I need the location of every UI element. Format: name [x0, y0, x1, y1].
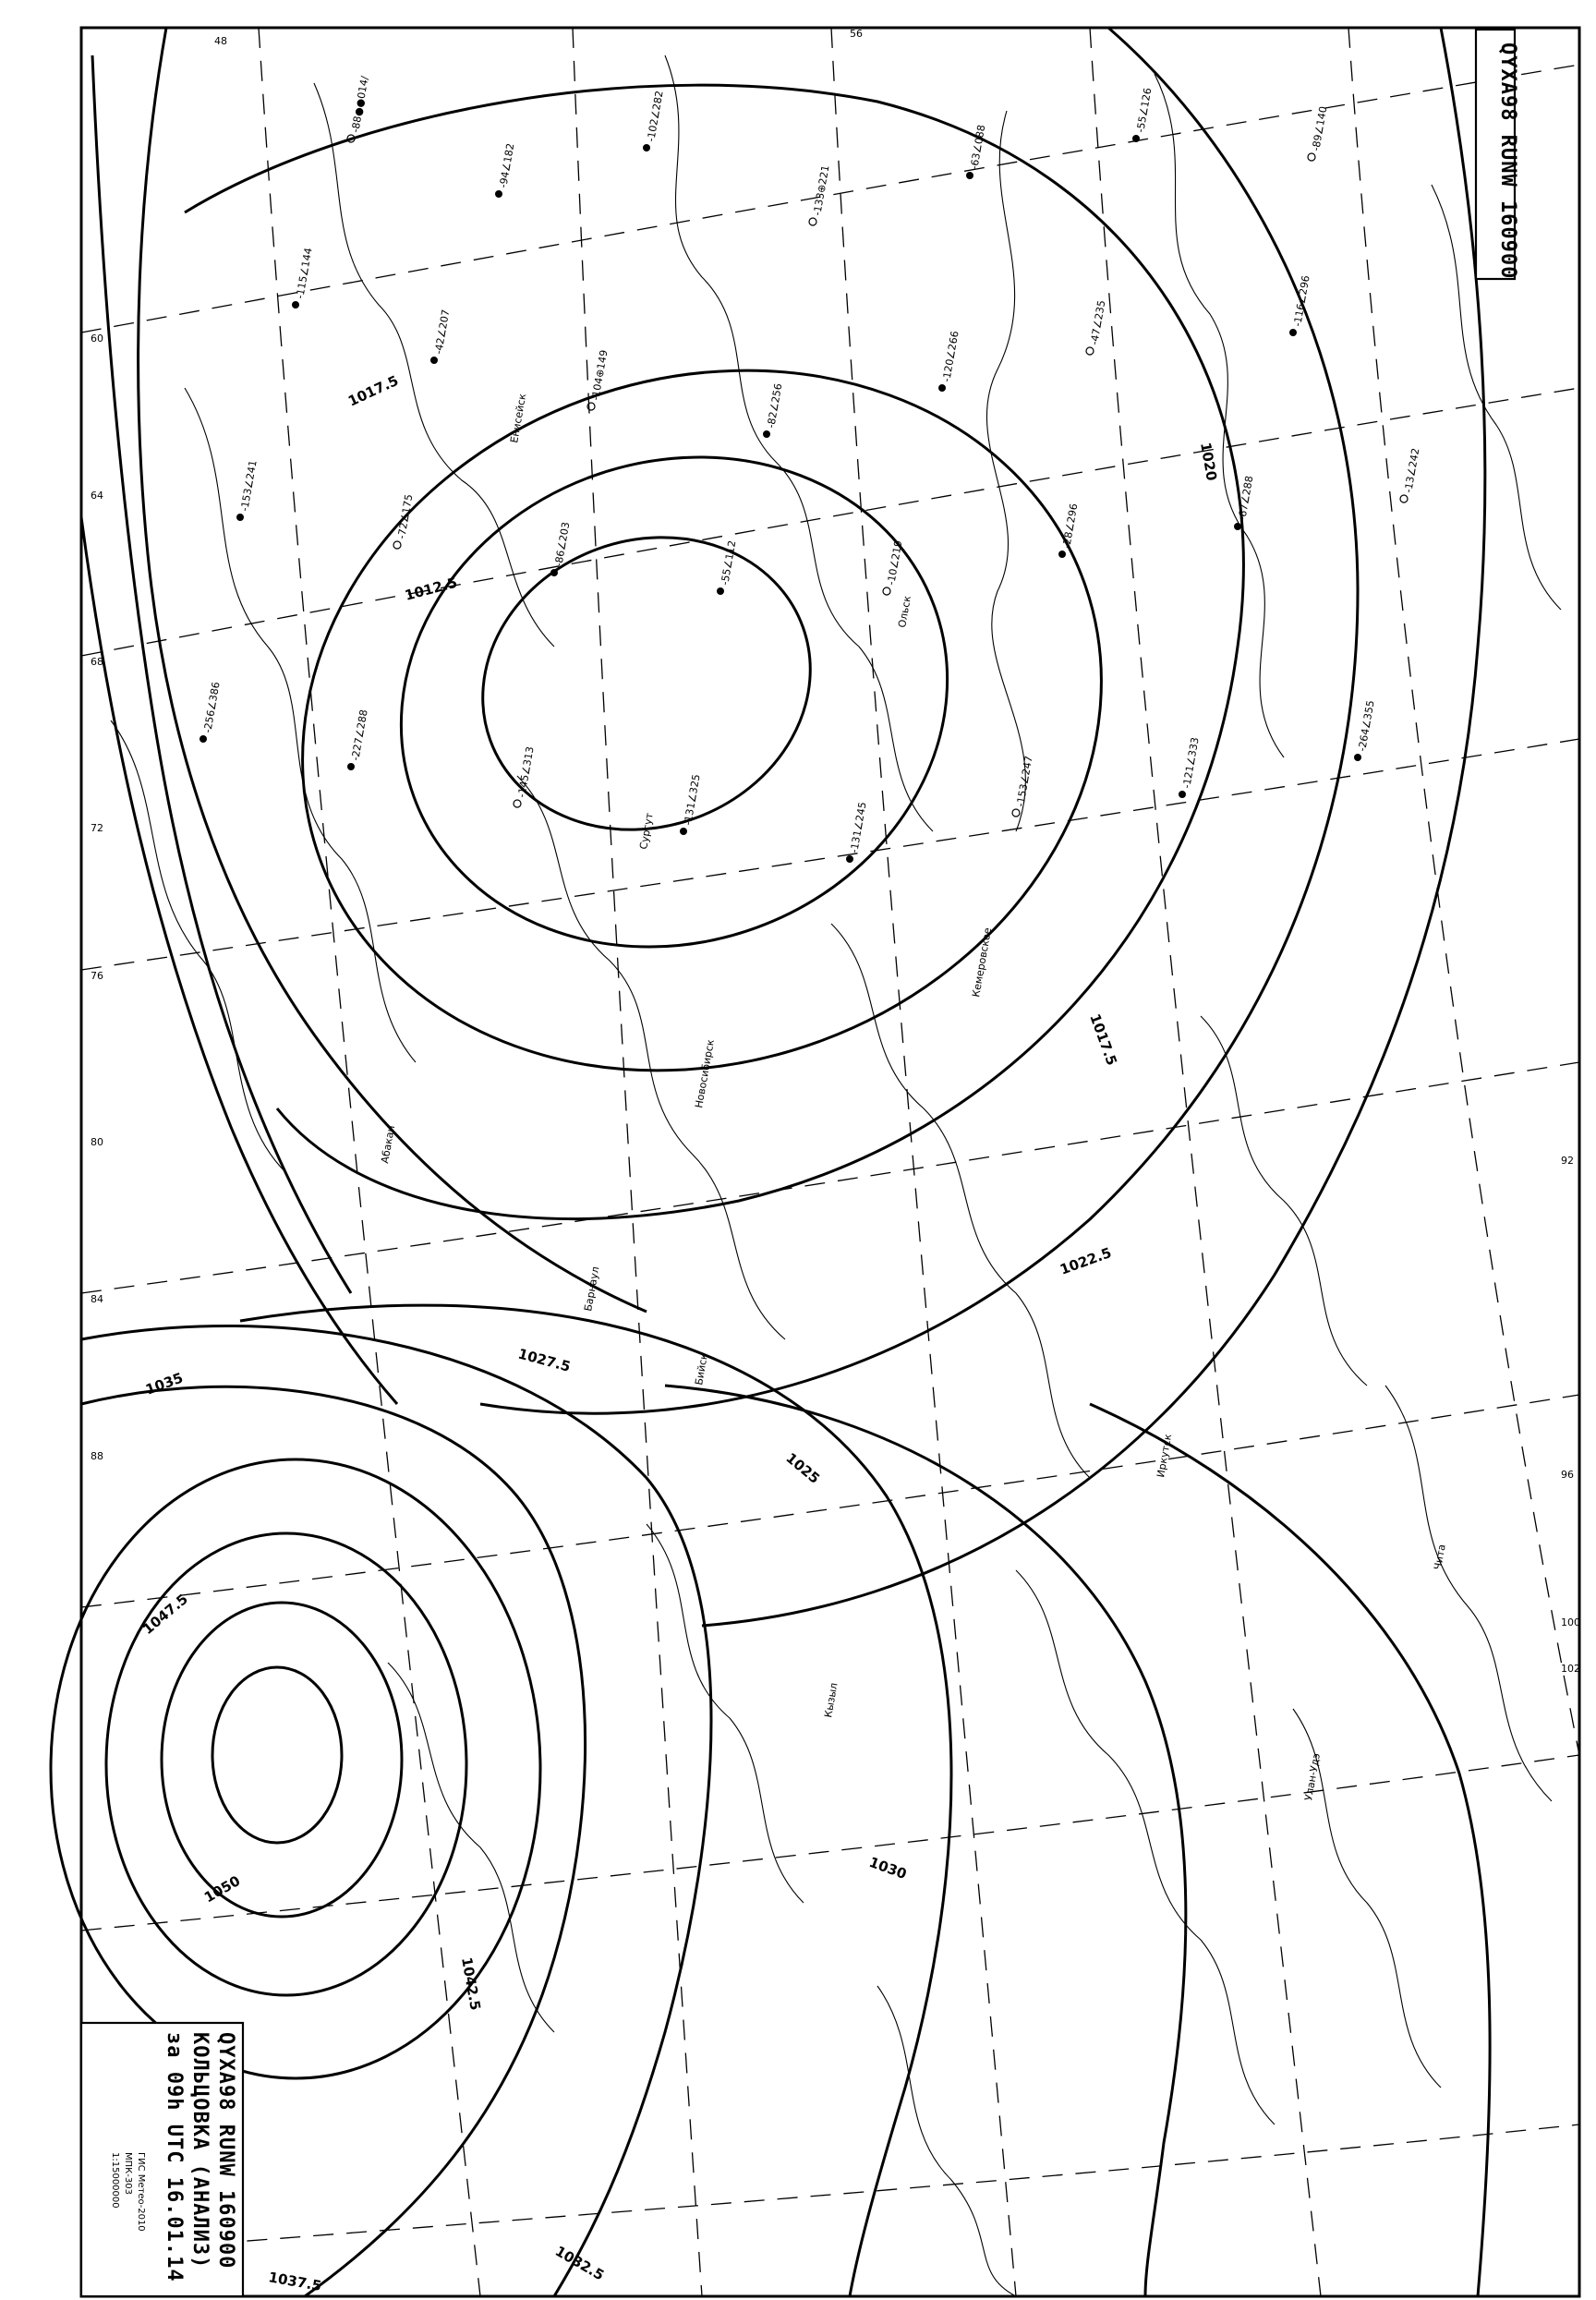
- place-name: Бийск: [693, 1352, 710, 1386]
- grid-number: 76: [91, 970, 103, 982]
- station-marker: [1012, 809, 1020, 817]
- isobar-label-1012-5: 1012.5: [403, 574, 459, 604]
- place-name: Чита: [1432, 1543, 1448, 1571]
- stamp-bottom-line1: QYXA98 RUNW 160900: [214, 2032, 237, 2270]
- isobar-label-1025: 1025: [782, 1449, 823, 1487]
- isobar-label-1047-5: 1047.5: [139, 1591, 191, 1639]
- station-label: -104⊕149: [589, 348, 611, 402]
- grid-number: 72: [91, 822, 103, 834]
- place-name: Сургут: [637, 811, 656, 851]
- station-label: -256∠386: [201, 681, 223, 734]
- station-marker: [236, 514, 244, 521]
- station-plot: [763, 382, 784, 438]
- place-names: [379, 393, 1448, 1802]
- station-marker: [1179, 791, 1186, 798]
- station-label: -115∠144: [294, 247, 315, 300]
- station-marker: [495, 190, 502, 198]
- station-label: -131∠245: [848, 801, 869, 854]
- grid-number: 102: [1561, 1663, 1580, 1675]
- station-plot: [1132, 87, 1154, 142]
- isobars: [51, 28, 1490, 2296]
- station-plot: [1012, 755, 1035, 817]
- stamp-bottom-line5: МПК-303: [123, 2152, 133, 2195]
- station-label: -63∠088: [968, 124, 988, 171]
- station-plot: [1179, 736, 1202, 798]
- grid-number: 48: [214, 35, 227, 47]
- station-marker: [1308, 153, 1315, 161]
- station-marker: [1400, 495, 1408, 502]
- place-name: Абакан: [379, 1124, 398, 1165]
- place-name: Иркутск: [1155, 1433, 1175, 1479]
- grid-number: 100: [1561, 1616, 1580, 1628]
- station-label: -88●●014/: [349, 75, 371, 134]
- station-label: -121∠333: [1180, 736, 1202, 790]
- station-marker: [938, 384, 946, 392]
- station-label: -264∠355: [1356, 699, 1377, 753]
- station-marker: [514, 800, 521, 807]
- station-plot: [200, 681, 223, 743]
- isobar-label-1042-5: 1042.5: [458, 1955, 484, 2012]
- station-plot: [495, 142, 516, 198]
- isobar-label-1035: 1035: [143, 1369, 186, 1398]
- station-marker: [1058, 551, 1066, 558]
- station-plot: [1086, 299, 1107, 355]
- station-plot: [1354, 699, 1377, 761]
- station-plot: [430, 309, 452, 364]
- station-label: -13∠242: [1402, 447, 1422, 494]
- station-label: -55∠112: [719, 539, 739, 587]
- stamp-bottom-line6: 1:15000000: [110, 2152, 120, 2209]
- station-label: -116∠296: [1291, 274, 1312, 328]
- station-marker: [430, 357, 438, 364]
- place-name: Кемеровское: [970, 926, 995, 999]
- stamp-bottom-line2: КОЛЬЦОВКА (АНАЛИЗ): [188, 2032, 212, 2270]
- station-marker: [966, 172, 973, 179]
- grid-number: 68: [91, 656, 103, 668]
- grid-number: 64: [91, 490, 103, 502]
- station-plot: [393, 493, 415, 549]
- station-label: -153∠241: [238, 459, 260, 513]
- station-label: -47∠235: [1088, 299, 1108, 346]
- isobar-label-1050: 1050: [201, 1872, 244, 1907]
- isobar-label-1020: 1020: [1197, 441, 1221, 482]
- station-label: -86∠203: [552, 521, 573, 568]
- station-marker: [1086, 347, 1094, 355]
- place-name: Новосибирск: [693, 1038, 717, 1109]
- station-label: -42∠207: [432, 309, 453, 356]
- station-plot: [292, 247, 315, 309]
- station-label: -89∠140: [1310, 105, 1330, 152]
- station-marker: [550, 569, 558, 576]
- stamp-bottom: [81, 2023, 243, 2296]
- grid-number: 84: [91, 1293, 103, 1305]
- place-name: Улан-Удэ: [1302, 1752, 1323, 1802]
- station-marker: [1354, 754, 1361, 761]
- isobar-labels: [139, 372, 1220, 2294]
- station-marker: [1234, 523, 1241, 530]
- station-plot: [809, 164, 832, 225]
- grid-number: 60: [91, 333, 103, 345]
- place-name: Кызыл: [822, 1681, 840, 1719]
- station-label: -55∠126: [1134, 87, 1155, 134]
- station-plot: [1308, 105, 1329, 161]
- station-marker: [717, 587, 724, 595]
- grid-number: 92: [1561, 1155, 1574, 1167]
- isobar-label-1027-5: 1027.5: [515, 1345, 573, 1375]
- station-marker: [643, 144, 650, 151]
- grid-number: 80: [91, 1136, 103, 1148]
- coastlines-rivers: [111, 55, 1561, 2296]
- station-marker: [200, 735, 207, 743]
- stamp-bottom-line3: за 09h UTC 16.01.14: [163, 2032, 186, 2282]
- station-plot: [680, 773, 703, 835]
- isobar-label-1022-5: 1022.5: [1058, 1244, 1114, 1278]
- isobar-label-1017-5-b: 1017.5: [1086, 1011, 1120, 1068]
- grid-number: 56: [850, 28, 863, 40]
- station-marker: [292, 301, 299, 309]
- station-label: -227∠288: [349, 708, 370, 762]
- grid-number: 88: [91, 1450, 103, 1462]
- map-frame: [81, 28, 1579, 2296]
- station-marker: [680, 828, 687, 835]
- station-label: -72∠175: [395, 493, 416, 540]
- lat-lon-grid: [81, 28, 1579, 2296]
- station-label: -102∠282: [645, 90, 666, 143]
- station-plot: [883, 539, 904, 595]
- station-label: -131∠325: [682, 773, 703, 827]
- station-label: -145∠313: [515, 745, 537, 799]
- station-marker: [846, 855, 853, 863]
- station-plot: [643, 90, 666, 151]
- station-label: -153∠247: [1014, 755, 1035, 808]
- station-marker: [763, 430, 770, 438]
- station-marker: [1289, 329, 1297, 336]
- station-marker: [393, 541, 401, 549]
- station-plot: [938, 330, 961, 392]
- place-name: Ольск: [896, 594, 914, 629]
- place-name: Барнаул: [582, 1265, 602, 1313]
- place-name: Енисейск: [508, 393, 529, 444]
- station-label: -120∠266: [940, 330, 961, 383]
- stamp-bottom-line4: ГИС Метео-2010: [136, 2152, 146, 2232]
- station-marker: [347, 763, 355, 770]
- station-label: -10∠219: [885, 539, 905, 587]
- station-plot: [347, 708, 370, 770]
- station-plots: [200, 75, 1421, 863]
- isobar-label-1032-5: 1032.5: [552, 2242, 608, 2284]
- stamp-top-text: QYXA98 RUNW 160900: [1496, 42, 1519, 280]
- station-plot: [587, 349, 611, 410]
- isobar-label-1030: 1030: [866, 1853, 910, 1883]
- station-label: -94∠182: [497, 142, 517, 189]
- grid-numbers: [91, 28, 1580, 1675]
- station-plot: [236, 459, 260, 521]
- station-label: -67∠288: [1236, 475, 1256, 522]
- station-marker: [809, 218, 816, 225]
- grid-number: 96: [1561, 1469, 1574, 1481]
- station-plot: [846, 801, 869, 863]
- isobar-label-1037-5: 1037.5: [267, 2269, 323, 2294]
- isobar-label-1017-5-a: 1017.5: [345, 371, 402, 410]
- station-label: -133⊕221: [811, 163, 832, 217]
- stamp-top: [1476, 30, 1519, 279]
- station-label: -82∠256: [765, 382, 785, 430]
- station-label: -28∠296: [1060, 502, 1081, 550]
- station-plot: [1400, 447, 1421, 502]
- station-marker: [1132, 135, 1140, 142]
- station-marker: [883, 587, 890, 595]
- station-plot: [347, 75, 371, 142]
